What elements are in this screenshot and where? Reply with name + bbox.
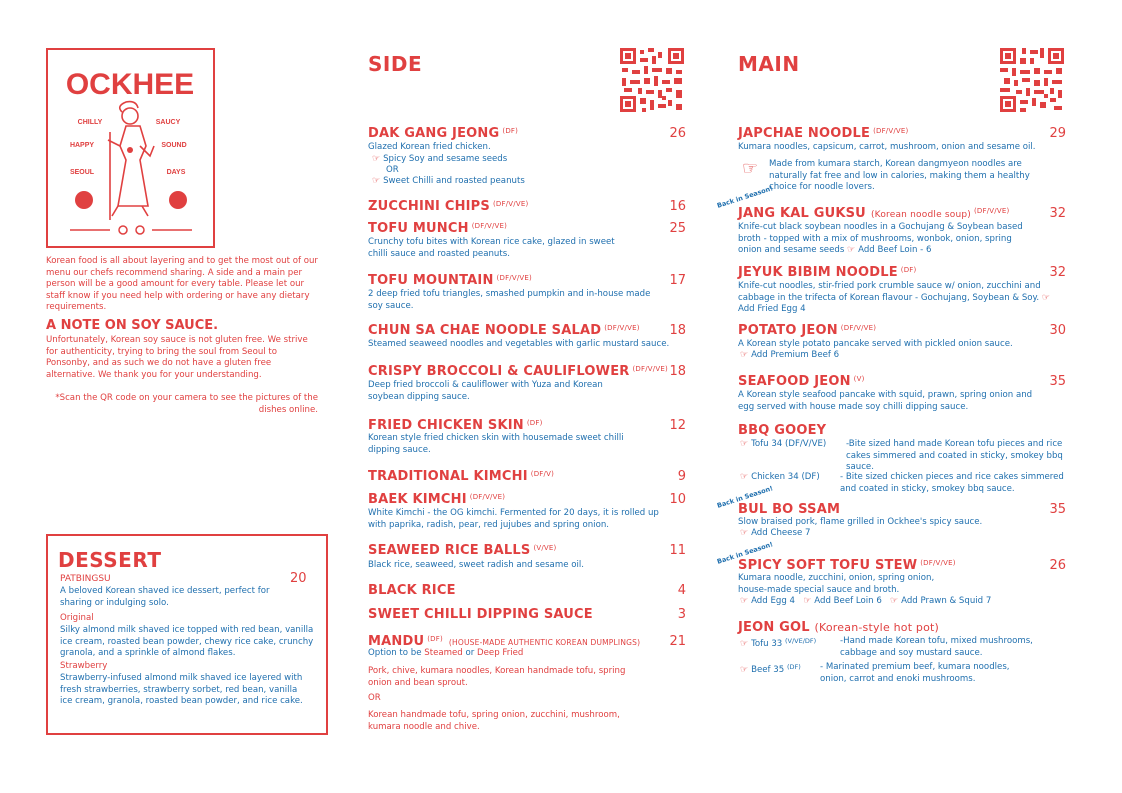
intro-text: Korean food is all about layering and to get the most out of our menu our chefs recommend sharing. A side and a main per person will be a good amount for every table. Please let our staff know if you need help with ordering or have any dietary requirements. xyxy=(46,256,318,313)
patbingsu-strawberry-desc: Strawberry-infused almond milk shaved ice layered with fresh strawberries, strawberry sorbet, red bean, vanilla ice cream, granola, roasted bean powder, and rice cake. xyxy=(60,673,303,707)
logo-word-seoul: SEOUL xyxy=(69,169,95,176)
qr-note: *Scan the QR code on your camera to see the pictures of the dishes online. xyxy=(55,393,318,415)
logo-illustration xyxy=(48,50,213,246)
mandu-pork-filling: Pork, chive, kumara noodles, Korean handmade tofu, spring onion and bean sprout. xyxy=(368,666,626,688)
bbq-gooey-chicken-desc: - Bite sized chicken pieces and rice cakes simmered and coated in sticky, smokey bbq sauce. xyxy=(840,472,1064,494)
side-item-black-rice: BLACK RICE xyxy=(368,583,456,598)
dak-gang-jeong-price: 26 xyxy=(669,126,686,141)
pointing-hand-icon: ☞ xyxy=(740,596,749,606)
logo-wordmark: OCKHEE xyxy=(65,68,195,101)
side-heading: SIDE xyxy=(368,52,423,76)
potato-jeon-add: ☞ Add Premium Beef 6 xyxy=(740,350,840,360)
crispy-broccoli-price: 18 xyxy=(669,364,686,379)
bbq-gooey-tofu-label: ☞ Tofu 34 (DF/V/VE) xyxy=(740,439,827,449)
side-item-tofu-munch: TOFU MUNCH $^{(DF/V/VE)}$ xyxy=(368,221,508,236)
baek-kimchi-desc: White Kimchi - the OG kimchi. Fermented for 20 days, it is rolled up with paprika, radish, pear, red jujubes and spring onion. xyxy=(368,508,659,530)
seaweed-rice-balls-price: 11 xyxy=(669,543,686,558)
main-item-potato-jeon: POTATO JEON $^{(DF/V/VE)}$ xyxy=(738,323,877,338)
pointing-hand-icon: ☞ xyxy=(847,245,856,256)
back-in-season-badge: Back in Season! xyxy=(716,540,774,566)
dak-gang-jeong-opt1: ☞ Spicy Soy and sesame seeds xyxy=(372,154,508,164)
jang-kal-guksu-price: 32 xyxy=(1049,206,1066,221)
main-item-spicy-soft-tofu-stew: SPICY SOFT TOFU STEW $^{(DF/V/VE)}$ xyxy=(738,558,956,573)
jang-kal-guksu-desc: Knife-cut black soybean noodles in a Gochujang & Soybean based broth - topped with a mix of mushrooms, wonbok, onion, spring onion and sesame seeds ☞ Add Beef Loin - 6 xyxy=(738,222,1023,256)
jeyuk-bibim-price: 32 xyxy=(1049,265,1066,280)
soy-note-text: Unfortunately, Korean soy sauce is not gluten free. We strive for authenticity, trying to bring the soul from Seoul to Ponsonby, and as such we do not have a gluten free alternative. We thank you for your understanding. xyxy=(46,335,308,380)
fried-chicken-skin-desc: Korean style fried chicken skin with housemade sweet chilli dipping sauce. xyxy=(368,433,624,455)
main-heading: MAIN xyxy=(738,52,800,76)
dak-gang-jeong-opt2: ☞ Sweet Chilli and roasted peanuts xyxy=(372,176,525,186)
bul-bo-ssam-desc: Slow braised pork, flame grilled in Ockhee's spicy sauce. xyxy=(738,517,983,527)
spicy-soft-tofu-stew-price: 26 xyxy=(1049,558,1066,573)
mandu-tofu-filling: Korean handmade tofu, spring onion, zucchini, mushroom, kumara noodle and chive. xyxy=(368,710,620,732)
jeon-gol-beef-label: ☞ Beef 35 $^{(DF)}$ xyxy=(740,663,801,675)
qr-icon xyxy=(998,46,1066,114)
mandu-price: 21 xyxy=(669,634,686,649)
side-item-fried-chicken-skin: FRIED CHICKEN SKIN $^{(DF)}$ xyxy=(368,418,543,433)
side-item-traditional-kimchi: TRADITIONAL KIMCHI $^{(DF/V)}$ xyxy=(368,469,555,484)
potato-jeon-desc: A Korean style potato pancake served with pickled onion sauce. xyxy=(738,339,1013,349)
side-item-zucchini-chips: ZUCCHINI CHIPS $^{(DF/V/VE)}$ xyxy=(368,199,529,214)
pointing-hand-icon: ☞ xyxy=(740,350,749,360)
main-item-jeyuk-bibim: JEYUK BIBIM NOODLE $^{(DF)}$ xyxy=(738,265,917,280)
fried-chicken-skin-price: 12 xyxy=(669,418,686,433)
black-rice-price: 4 xyxy=(677,583,686,598)
patbingsu-original-title: Original xyxy=(60,613,94,623)
patbingsu-title: PATBINGSU xyxy=(60,574,111,584)
spicy-soft-tofu-stew-adds: ☞ Add Egg 4 ☞ Add Beef Loin 6 ☞ Add Prawn & Squid 7 xyxy=(740,596,992,606)
dessert-heading: DESSERT xyxy=(58,548,162,572)
jeon-gol-beef-desc: - Marinated premium beef, kumara noodles, onion, carrot and enoki mushrooms. xyxy=(820,662,1010,684)
pointing-hand-icon: ☞ xyxy=(803,596,812,606)
main-qr-code[interactable] xyxy=(998,46,1066,114)
side-item-mandu: MANDU $^{(DF)}$ (HOUSE-MADE AUTHENTIC KOREAN DUMPLINGS) xyxy=(368,634,641,649)
pointing-hand-icon: ☞ xyxy=(890,596,899,606)
side-item-baek-kimchi: BAEK KIMCHI $^{(DF/V/VE)}$ xyxy=(368,492,506,507)
main-item-bbq-gooey: BBQ GOOEY xyxy=(738,423,827,438)
soy-note-title: A NOTE ON SOY SAUCE. xyxy=(46,318,219,333)
seaweed-rice-balls-desc: Black rice, seaweed, sweet radish and sesame oil. xyxy=(368,560,584,570)
jeon-gol-tofu-label: ☞ Tofu 33 $^{(V/VE/DF)}$ xyxy=(740,637,817,649)
ockhee-logo xyxy=(46,48,215,248)
tofu-mountain-price: 17 xyxy=(669,273,686,288)
side-item-dak-gang-jeong: DAK GANG JEONG $^{(DF)}$ xyxy=(368,126,519,141)
logo-word-saucy: SAUCY xyxy=(155,119,181,126)
baek-kimchi-price: 10 xyxy=(669,492,686,507)
pointing-hand-icon: ☞ xyxy=(372,176,381,186)
crispy-broccoli-desc: Deep fried broccoli & cauliflower with Yuza and Korean soybean dipping sauce. xyxy=(368,380,603,402)
chun-sa-chae-price: 18 xyxy=(669,323,686,338)
patbingsu-desc: A beloved Korean shaved ice dessert, perfect for sharing or indulging solo. xyxy=(60,586,270,608)
side-item-sweet-chilli-sauce: SWEET CHILLI DIPPING SAUCE xyxy=(368,607,593,622)
seafood-jeon-desc: A Korean style seafood pancake with squid, prawn, spring onion and egg served with house made soy chilli dipping sauce. xyxy=(738,390,1033,412)
main-item-jang-kal-guksu: JANG KAL GUKSU (Korean noodle soup) $^{(DF/V/VE)}$ xyxy=(738,206,1010,221)
logo-word-sound: SOUND xyxy=(161,142,187,149)
japchae-price: 29 xyxy=(1049,126,1066,141)
back-in-season-badge: Back in Season! xyxy=(716,484,774,510)
side-item-chun-sa-chae: CHUN SA CHAE NOODLE SALAD $^{(DF/V/VE)}$ xyxy=(368,323,640,338)
bbq-gooey-tofu-desc: -Bite sized hand made Korean tofu pieces and rice cakes simmered and coated in sticky, smokey bbq sauce. xyxy=(846,439,1063,473)
main-item-jeon-gol: JEON GOL (Korean-style hot pot) xyxy=(738,620,940,635)
potato-jeon-price: 30 xyxy=(1049,323,1066,338)
logo-word-chilly: CHILLY xyxy=(77,119,103,126)
mandu-option-text: Option to be Steamed or Deep Fried xyxy=(368,648,524,658)
seafood-jeon-price: 35 xyxy=(1049,374,1066,389)
bbq-gooey-chicken-label: ☞ Chicken 34 (DF) xyxy=(740,472,820,482)
tofu-mountain-desc: 2 deep fried tofu triangles, smashed pumpkin and in-house made soy sauce. xyxy=(368,289,651,311)
main-item-bul-bo-ssam: BUL BO SSAM xyxy=(738,502,841,517)
tofu-munch-price: 25 xyxy=(669,221,686,236)
dak-gang-jeong-desc: Glazed Korean fried chicken. xyxy=(368,142,491,152)
main-item-japchae: JAPCHAE NOODLE $^{(DF/V/VE)}$ xyxy=(738,126,909,141)
pointing-hand-icon: ☞ xyxy=(740,528,749,538)
traditional-kimchi-price: 9 xyxy=(677,469,686,484)
spicy-soft-tofu-stew-desc: Kumara noodle, zucchini, onion, spring onion, house-made special sauce and broth. xyxy=(738,573,935,595)
pointing-hand-icon: ☞ xyxy=(372,154,381,164)
side-item-seaweed-rice-balls: SEAWEED RICE BALLS $^{(V/VE)}$ xyxy=(368,543,557,558)
japchae-desc: Kumara noodles, capsicum, carrot, mushroom, onion and sesame oil. xyxy=(738,142,1036,152)
qr-icon xyxy=(618,46,686,114)
main-item-seafood-jeon: SEAFOOD JEON $^{(V)}$ xyxy=(738,374,865,389)
back-in-season-badge: Back in Season! xyxy=(716,184,774,210)
logo-word-days: DAYS xyxy=(166,169,186,176)
side-item-crispy-broccoli: CRISPY BROCCOLI & CAULIFLOWER $^{(DF/V/VE)}$ xyxy=(368,364,668,379)
zucchini-chips-price: 16 xyxy=(669,199,686,214)
pointing-hand-icon: ☞ xyxy=(1041,292,1050,303)
side-qr-code[interactable] xyxy=(618,46,686,114)
dak-gang-jeong-or: OR xyxy=(386,165,399,175)
pointing-hand-icon: ☞ xyxy=(742,158,759,179)
logo-word-happy: HAPPY xyxy=(69,142,95,149)
patbingsu-strawberry-title: Strawberry xyxy=(60,661,108,671)
chun-sa-chae-desc: Steamed seaweed noodles and vegetables with garlic mustard sauce. xyxy=(368,339,670,349)
side-item-tofu-mountain: TOFU MOUNTAIN $^{(DF/V/VE)}$ xyxy=(368,273,532,288)
jeon-gol-tofu-desc: -Hand made Korean tofu, mixed mushrooms, cabbage and soy mustard sauce. xyxy=(840,636,1033,658)
patbingsu-original-desc: Silky almond milk shaved ice topped with red bean, vanilla ice cream, roasted bean powder, chewy rice cake, crunchy granola, and a sprinkle of almond flakes. xyxy=(60,625,314,659)
jeyuk-bibim-desc: Knife-cut noodles, stir-fried pork crumble sauce w/ onion, zucchini and cabbage in the trifecta of Korean flavour - Gochujang, Soybean & Soy. ☞Add Fried Egg 4 xyxy=(738,281,1050,315)
sweet-chilli-sauce-price: 3 xyxy=(677,607,686,622)
pointing-hand-icon: ☞ xyxy=(740,472,749,482)
pointing-hand-icon: ☞ xyxy=(740,639,749,649)
pointing-hand-icon: ☞ xyxy=(740,439,749,449)
tofu-munch-desc: Crunchy tofu bites with Korean rice cake, glazed in sweet chilli sauce and roasted peanuts. xyxy=(368,237,615,259)
japchae-note: Made from kumara starch, Korean dangmyeon noodles are naturally fat free and low in calories, making them a healthy choice for noodle lovers. xyxy=(769,159,1030,193)
bul-bo-ssam-add: ☞ Add Cheese 7 xyxy=(740,528,811,538)
pointing-hand-icon: ☞ xyxy=(740,665,749,675)
mandu-or: OR xyxy=(368,693,381,703)
patbingsu-price: 20 xyxy=(290,571,307,586)
bul-bo-ssam-price: 35 xyxy=(1049,502,1066,517)
